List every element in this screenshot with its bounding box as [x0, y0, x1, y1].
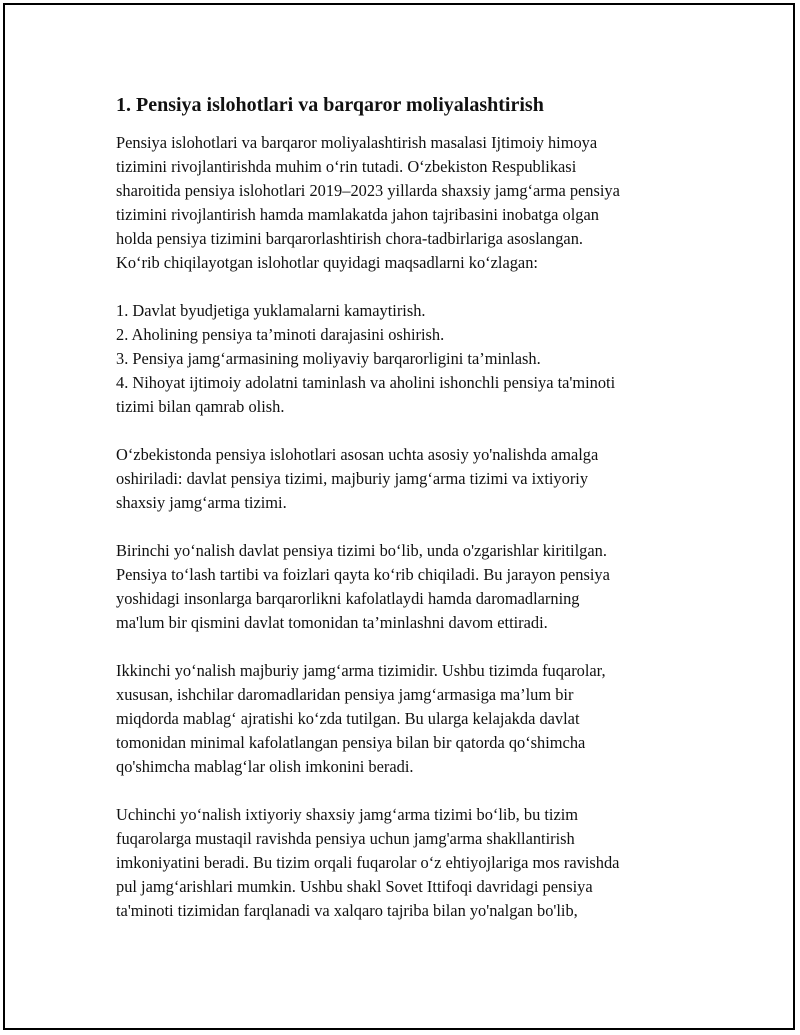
text-line: tizimini rivojlantirishda muhim oʻrin tutadi. Oʻzbekiston Respublikasi [116, 157, 577, 176]
text-line: xususan, ishchilar daromadlaridan pensiya jamgʻarmasiga ma’lum bir [116, 685, 574, 704]
section-heading: 1. Pensiya islohotlari va barqaror moliyalashtirish [116, 94, 544, 116]
text-line: tizimini rivojlantirish hamda mamlakatda jahon tajribasini inobatga olgan [116, 205, 599, 224]
text-line: sharoitida pensiya islohotlari 2019–2023 yillarda shaxsiy jamgʻarma pensiya [116, 181, 620, 200]
text-line: Pensiya toʻlash tartibi va foizlari qayta koʻrib chiqiladi. Bu jarayon pensiya [116, 565, 610, 584]
paragraph-third-direction [116, 803, 676, 923]
text-line: qo'shimcha mablagʻlar olish imkonini beradi. [116, 757, 414, 776]
text-line: pul jamgʻarishlari mumkin. Ushbu shakl Sovet Ittifoqi davridagi pensiya [116, 877, 593, 896]
paragraph-intro [116, 131, 676, 275]
list-item: 3. Pensiya jamgʻarmasining moliyaviy barqarorligini ta’minlash. [116, 349, 541, 368]
text-line: Ikkinchi yoʻnalish majburiy jamgʻarma tizimidir. Ushbu tizimda fuqarolar, [116, 661, 606, 680]
text-line: yoshidagi insonlarga barqarorlikni kafolatlaydi hamda daromadlarning [116, 589, 580, 608]
text-line: Uchinchi yoʻnalish ixtiyoriy shaxsiy jamgʻarma tizimi boʻlib, bu tizim [116, 805, 579, 824]
text-line: Pensiya islohotlari va barqaror moliyalashtirish masalasi Ijtimoiy himoya [116, 133, 598, 152]
paragraph-directions [116, 443, 676, 515]
paragraph-first-direction [116, 539, 676, 635]
text-line: shaxsiy jamgʻarma tizimi. [116, 493, 287, 512]
list-item: tizimi bilan qamrab olish. [116, 397, 285, 416]
text-line: ma'lum bir qismini davlat tomonidan ta’minlashni davom ettiradi. [116, 613, 548, 632]
text-line: Koʻrib chiqilayotgan islohotlar quyidagi maqsadlarni koʻzlagan: [116, 253, 538, 272]
list-item: 2. Aholining pensiya ta’minoti darajasini oshirish. [116, 325, 445, 344]
text-line: ta'minoti tizimidan farqlanadi va xalqaro tajriba bilan yo'nalgan bo'lib, [116, 901, 578, 920]
text-line: holda pensiya tizimini barqarorlashtirish chora-tadbirlariga asoslangan. [116, 229, 583, 248]
paragraph-goals-list [116, 299, 676, 419]
document-content [116, 92, 676, 947]
text-line: fuqarolarga mustaqil ravishda pensiya uchun jamg'arma shakllantirish [116, 829, 575, 848]
text-line: miqdorda mablagʻ ajratishi koʻzda tutilgan. Bu ularga kelajakda davlat [116, 709, 580, 728]
text-line: Oʻzbekistonda pensiya islohotlari asosan uchta asosiy yo'nalishda amalga [116, 445, 599, 464]
list-item: 4. Nihoyat ijtimoiy adolatni taminlash va aholini ishonchli pensiya ta'minoti [116, 373, 616, 392]
text-line: tomonidan minimal kafolatlangan pensiya bilan bir qatorda qoʻshimcha [116, 733, 586, 752]
text-line: imkoniyatini beradi. Bu tizim orqali fuqarolar oʻz ehtiyojlariga mos ravishda [116, 853, 620, 872]
text-line: oshiriladi: davlat pensiya tizimi, majburiy jamgʻarma tizimi va ixtiyoriy [116, 469, 589, 488]
text-line: Birinchi yoʻnalish davlat pensiya tizimi boʻlib, unda o'zgarishlar kiritilgan. [116, 541, 607, 560]
paragraph-second-direction [116, 659, 676, 779]
list-item: 1. Davlat byudjetiga yuklamalarni kamaytirish. [116, 301, 426, 320]
